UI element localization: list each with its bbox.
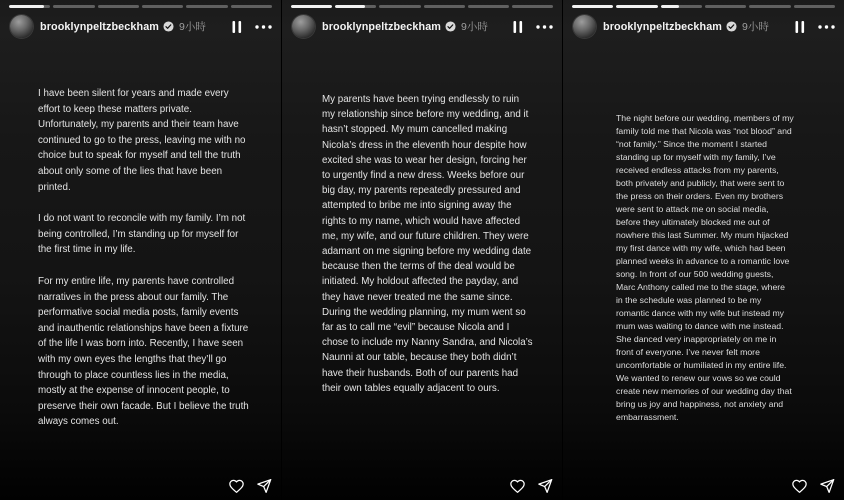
progress-segment [661,5,702,8]
pause-icon[interactable] [513,21,523,33]
pause-icon[interactable] [232,21,242,33]
story-paragraph: I have been silent for years and made every effort to keep these matters private. Unfortunately, my parents and their team have continued to go to the press, leaving me with no choice but to speak for myself and tell the truth about only some of the lies that have been printed. [38,88,246,193]
progress-segment [705,5,746,8]
header-actions [513,21,553,33]
progress-segment [468,5,509,8]
verified-badge-icon [445,21,456,32]
avatar[interactable] [10,15,33,38]
verified-badge-icon [163,21,174,32]
username[interactable]: brooklynpeltzbeckham [603,20,722,33]
avatar[interactable] [292,15,315,38]
progress-segment [186,5,227,8]
header-actions [232,21,272,33]
heart-icon[interactable] [509,478,526,494]
header-actions [795,21,835,33]
username[interactable]: brooklynpeltzbeckham [40,20,159,33]
story-progress-bar [291,5,553,8]
story-panel[interactable] [281,0,563,500]
username[interactable]: brooklynpeltzbeckham [322,20,441,33]
story-actions [228,478,272,494]
share-icon[interactable] [819,478,835,494]
progress-segment [335,5,376,8]
story-panel[interactable] [0,0,281,500]
progress-segment [98,5,139,8]
progress-segment [53,5,94,8]
progress-segment [291,5,332,8]
progress-segment [424,5,465,8]
story-header [10,15,272,38]
story-paragraph: The night before our wedding, members of my family told me that Nicola was “not blood” and “not family.” Since the moment I started standing up for myself with my family, I’ve received endless attacks from my parents, both privately and publicly, that were sent to the press on their orders. Even my brothers were sent to attack me on social media, before they ultimately blocked me out of nowhere this last Summer. My mum hijacked my first dance with my wife, which had been planned weeks in advance to a romantic love song. In front of our 500 wedding guests, Marc Anthony called me to the stage, where in the schedule was planned to be my romantic dance with my wife but instead my mum was waiting to dance with me instead. She danced very inappropriately on me in front of everyone. I’ve never felt more uncomfortable or humiliated in my entire life. We wanted to renew our vows so we could create new memories of our wedding day that bring us joy and happiness, not anxiety and embarrassment. [616,113,794,422]
progress-segment [616,5,657,8]
story-text [322,92,534,396]
story-actions [509,478,553,494]
avatar[interactable] [573,15,596,38]
progress-segment [231,5,272,8]
story-paragraph: For my entire life, my parents have controlled narratives in the press about our family. The performative social media posts, family events and inauthentic relationships have been a fixture of the life I was born into. Recently, I have seen with my own eyes the lengths that they’ll go through to place countless lies in the media, mostly at the expense of innocent people, to preserve their own facade. But I believe the truth always comes out. [38,275,249,428]
pause-icon[interactable] [795,21,805,33]
story-header [292,15,553,38]
progress-segment [142,5,183,8]
story-timestamp: 9小時 [179,21,206,33]
share-icon[interactable] [256,478,272,494]
share-icon[interactable] [537,478,553,494]
story-actions [791,478,835,494]
story-text [38,86,250,430]
story-timestamp: 9小時 [461,21,488,33]
story-header [573,15,835,38]
verified-badge-icon [726,21,737,32]
progress-segment [512,5,553,8]
story-paragraph: I do not want to reconcile with my family. I’m not being controlled, I’m standing up for myself for the first time in my life. [38,213,246,256]
progress-segment [749,5,790,8]
more-options-icon[interactable] [536,25,553,29]
story-progress-bar [572,5,835,8]
story-progress-bar [9,5,272,8]
heart-icon[interactable] [791,478,808,494]
progress-segment [9,5,50,8]
more-options-icon[interactable] [255,25,272,29]
more-options-icon[interactable] [818,25,835,29]
story-paragraph: My parents have been trying endlessly to ruin my relationship since before my wedding, and it hasn’t stopped. My mum cancelled making Nicola’s dress in the eleventh hour despite how excited she was to wear her design, forcing her to urgently find a new dress. Weeks before our big day, my parents repeatedly pressured and attempted to bribe me into signing away the rights to my name, which would have affected me, my wife, and our future children. They were adamant on me signing before my wedding date because then the terms of the deal would be initiated. My holdout affected the payday, and they have never treated me the same since. During the wedding planning, my mum went so far as to call me “evil” because Nicola and I chose to include my Nanny Sandra, and Nicola’s Naunni at our table, because they both didn’t have their husbands. Both of our parents had their own tables equally adjacent to ours. [322,94,533,394]
progress-segment [572,5,613,8]
story-text [616,112,794,424]
story-panel[interactable] [563,0,844,500]
story-timestamp: 9小時 [742,21,769,33]
heart-icon[interactable] [228,478,245,494]
progress-segment [794,5,835,8]
progress-segment [379,5,420,8]
